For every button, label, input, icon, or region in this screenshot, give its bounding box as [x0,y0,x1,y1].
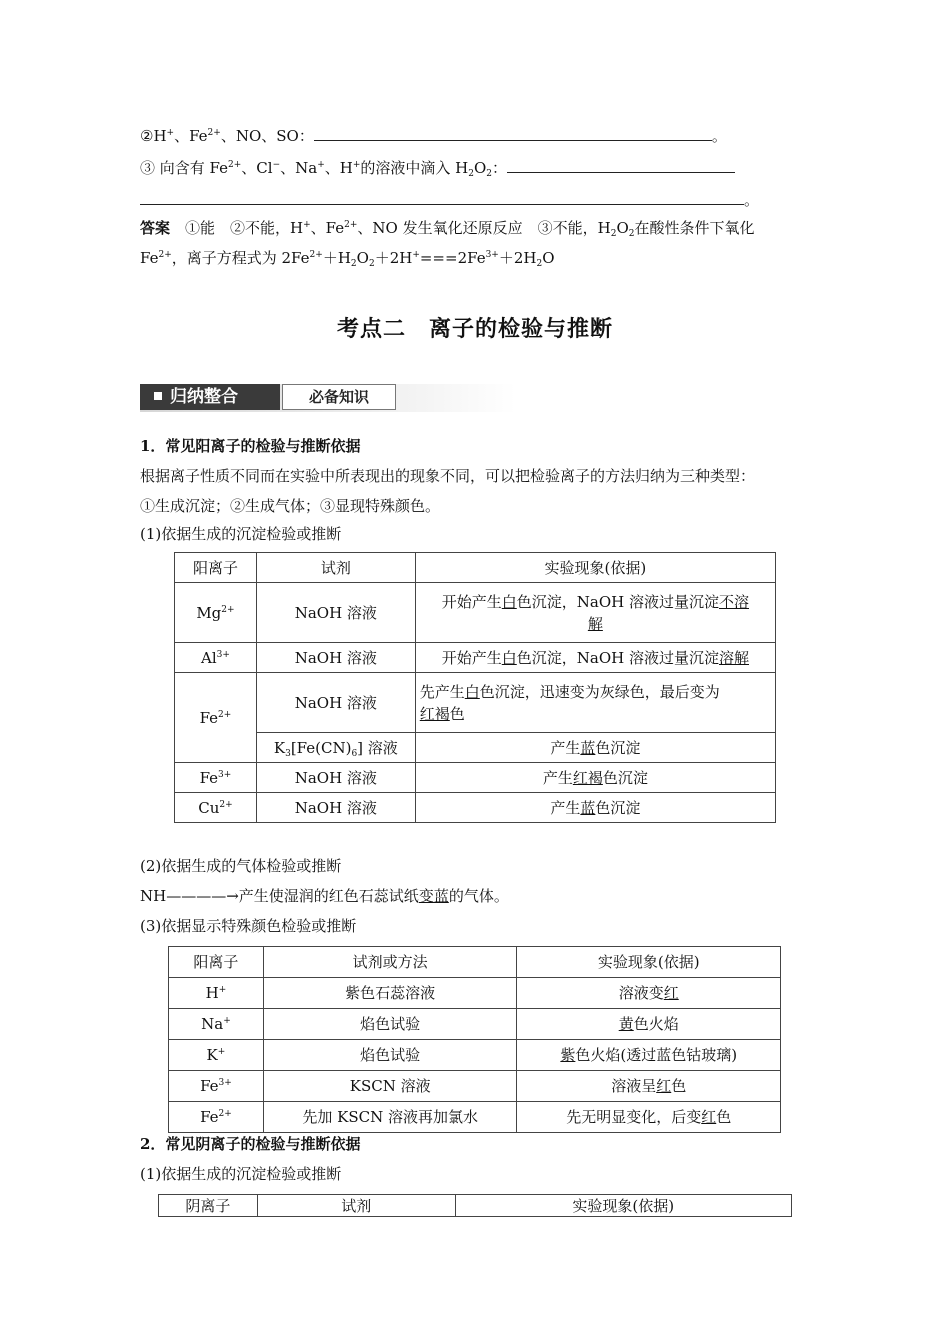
ion-cell [175,643,257,673]
sup: + [317,160,325,170]
phenomenon-cell [415,793,775,823]
table-row [175,793,776,823]
table-row [169,1009,781,1040]
banner-light: 必备知识 [282,384,396,410]
phenomenon-cell [415,733,775,763]
answer-line-2 [140,248,555,268]
section-banner [140,382,516,412]
text: 、Fe [174,127,208,145]
table-row [169,1071,781,1102]
text: ＋2H [498,249,537,267]
text: 红 [701,1108,717,1126]
table-row [169,1040,781,1071]
text: 、H [324,159,353,177]
ion-cell [169,978,264,1009]
sub: 2 [628,229,635,239]
text: ＋H [322,249,351,267]
text: 、Fe [310,219,345,237]
table-row [169,978,781,1009]
text: ③ 向含有 Fe [140,159,229,177]
table-row [175,583,776,643]
text: O [356,249,369,267]
table-header-row [159,1195,792,1217]
text: 色沉淀 [595,798,641,817]
answer-label: 答案 [140,219,171,237]
text: 色火焰 [633,1015,679,1033]
text: 产生 [550,738,581,757]
header-cell: 阳离子 [169,947,264,978]
text: 色火焰(透过蓝色钴玻璃) [575,1046,738,1064]
text: 红褐 [572,768,603,787]
ion-cell [169,1009,264,1040]
sup: 2+ [218,1109,232,1119]
text: 。 [744,191,760,209]
phenomenon-cell [517,1071,781,1102]
reagent-cell: 先加 KSCN 溶液再加氯水 [263,1102,517,1133]
sub: 2 [350,259,357,269]
table-color-cations [168,946,781,1133]
sub: 2 [610,229,617,239]
ion-cell [175,793,257,823]
text: 先产生 [419,682,465,701]
table-row [169,1102,781,1133]
text: 解 [587,614,603,633]
text: ] 溶液 [357,738,398,757]
banner-dark [140,384,280,410]
sup: 3+ [218,769,232,780]
sup: 3+ [218,1078,232,1088]
sub: 3 [285,748,291,759]
text: O [616,219,629,237]
sup: + [166,128,175,138]
reagent-cell: NaOH 溶液 [256,793,415,823]
text: ，离子方程式为 2Fe [171,249,310,267]
text: 产生 [542,768,573,787]
phenomenon-cell [517,978,781,1009]
ion-cell [175,763,257,793]
phenomenon-cell [415,583,775,643]
text: 白 [501,592,517,611]
subheading-4: (1)依据生成的沉淀检验或推断 [140,1165,342,1183]
text: K [206,1046,218,1064]
question-2 [140,126,727,146]
text: ①能 ②不能，H [185,219,304,237]
text: Fe [199,708,219,727]
text: 蓝 [580,798,596,817]
sub: 2 [368,259,375,269]
phenomenon-cell [517,1009,781,1040]
sup: 2+ [344,220,358,230]
sup: + [303,220,311,230]
text: K [273,738,286,757]
text: O [473,159,487,177]
phenomenon-cell [415,673,775,733]
square-icon [154,392,162,400]
sup: 2+ [158,250,172,260]
text: 红 [656,1077,672,1095]
text: Fe [200,1108,219,1126]
header-cell: 实验现象(依据) [415,553,775,583]
question-3-continued [140,190,759,210]
table-header-row [175,553,776,583]
sup: + [412,250,420,260]
answer-blank[interactable] [507,158,735,173]
intro-line-2: ①生成沉淀；②生成气体；③显现特殊颜色。 [140,497,441,515]
table-precipitate-anions [158,1194,792,1217]
header-cell: 试剂 [257,1195,455,1217]
text: Al [200,648,217,667]
sup: + [217,1047,226,1057]
sup: − [272,160,281,170]
header-cell: 实验现象(依据) [455,1195,791,1217]
text: Na [201,1015,224,1033]
header-cell: 实验现象(依据) [517,947,781,978]
sup: + [218,985,227,995]
phenomenon-cell [415,763,775,793]
text: 溶液呈 [611,1077,657,1095]
text: 、Na [280,159,318,177]
sup: + [352,160,361,170]
heading-2: 2．常见阴离子的检验与推断依据 [140,1135,361,1153]
text: 先无明显变化，后变 [566,1108,702,1126]
text: 色沉淀 [602,768,648,787]
heading-1: 1．常见阳离子的检验与推断依据 [140,437,361,455]
text: H [205,984,219,1002]
text: O [542,249,555,267]
sub: 2 [486,169,493,179]
nh-line [140,886,509,906]
text: Fe [140,249,159,267]
text: 白 [501,648,517,667]
subheading-1: (1)依据生成的沉淀检验或推断 [140,525,342,543]
sup: 2+ [207,128,221,138]
text: 的气体。 [448,887,509,905]
ion-cell [169,1102,264,1133]
reagent-cell: NaOH 溶液 [256,763,415,793]
text: 紫 [560,1046,576,1064]
phenomenon-cell [517,1102,781,1133]
reagent-cell: 焰色试验 [263,1009,517,1040]
text: 的溶液中滴入 H [360,159,469,177]
reagent-cell: NaOH 溶液 [256,673,415,733]
phenomenon-cell [415,643,775,673]
text: 溶解 [718,648,749,667]
text: 溶液变 [618,984,664,1002]
table-row [175,673,776,733]
sup: 3+ [216,649,230,660]
sup: 2+ [221,604,235,615]
sub: 6 [351,748,358,759]
table-row [175,643,776,673]
sup: 2+ [228,160,242,170]
text: 产生使湿润的红色石蕊试纸 [238,887,419,905]
sub: 2 [536,259,543,269]
text: 色 [449,704,465,723]
answer-blank[interactable] [314,126,712,141]
text: Fe [200,1077,219,1095]
text: 红 [663,984,679,1002]
reagent-cell: KSCN 溶液 [263,1071,517,1102]
text: ②H [140,127,167,145]
text: ===2Fe [419,249,486,267]
text: Fe [199,768,219,787]
text: ： [492,159,508,177]
text: 白 [464,682,480,701]
table-precipitate-cations [174,552,776,823]
banner-dark-label: 归纳整合 [170,387,238,407]
reagent-cell: NaOH 溶液 [256,643,415,673]
text: 、NO、SO： [220,127,314,145]
table-row [175,733,776,763]
text: 色沉淀，NaOH 溶液过量沉淀 [516,592,719,611]
ion-cell [175,673,257,763]
text: 不溶 [718,592,749,611]
text: 产生 [550,798,581,817]
header-cell: 试剂或方法 [263,947,517,978]
header-cell: 阳离子 [175,553,257,583]
intro-line-1: 根据离子性质不同而在实验中所表现出的现象不同，可以把检验离子的方法归纳为三种类型： [140,467,756,485]
phenomenon-cell [517,1040,781,1071]
text: 变蓝 [418,887,449,905]
sup: + [223,1016,231,1026]
ion-cell [169,1040,264,1071]
table-row [175,763,776,793]
text: 蓝 [580,738,596,757]
text: 色 [671,1077,687,1095]
text: Mg [196,603,222,622]
text: 在酸性条件下氧化 [634,219,755,237]
sup: 2+ [219,799,233,810]
section-title: 考点二 离子的检验与推断 [336,317,613,342]
text: ＋2H [374,249,413,267]
text: 色沉淀 [595,738,641,757]
reagent-cell: 焰色试验 [263,1040,517,1071]
reagent-cell: NaOH 溶液 [256,583,415,643]
text: 黄 [618,1015,634,1033]
text: 色沉淀，迅速变为灰绿色，最后变为 [479,682,720,701]
text: Cu [198,798,220,817]
text: 、NO 发生氧化还原反应 ③不能，H [357,219,611,237]
text: 开始产生 [441,592,502,611]
arrow-icon: ————→ [166,887,239,905]
text: 色沉淀，NaOH 溶液过量沉淀 [516,648,719,667]
question-3 [140,158,735,178]
text: 、Cl [241,159,273,177]
header-cell: 阴离子 [159,1195,258,1217]
table-header-row [169,947,781,978]
text: 色 [716,1108,732,1126]
subheading-3: (3)依据显示特殊颜色检验或推断 [140,917,357,935]
text: NH [140,887,167,905]
answer-blank[interactable] [140,190,744,205]
text: 开始产生 [441,648,502,667]
sub: 2 [468,169,474,179]
text: [Fe(CN) [290,738,352,757]
ion-cell [169,1071,264,1102]
sup: 3+ [485,250,499,260]
text: 。 [711,127,727,145]
header-cell: 试剂 [256,553,415,583]
answer-line-1 [140,218,755,238]
ion-cell [175,583,257,643]
sup: 2+ [309,250,323,260]
text: 红褐 [419,704,450,723]
subheading-2: (2)依据生成的气体检验或推断 [140,857,342,875]
reagent-cell: 紫色石蕊溶液 [263,978,517,1009]
reagent-cell [256,733,415,763]
sup: 2+ [218,709,232,720]
